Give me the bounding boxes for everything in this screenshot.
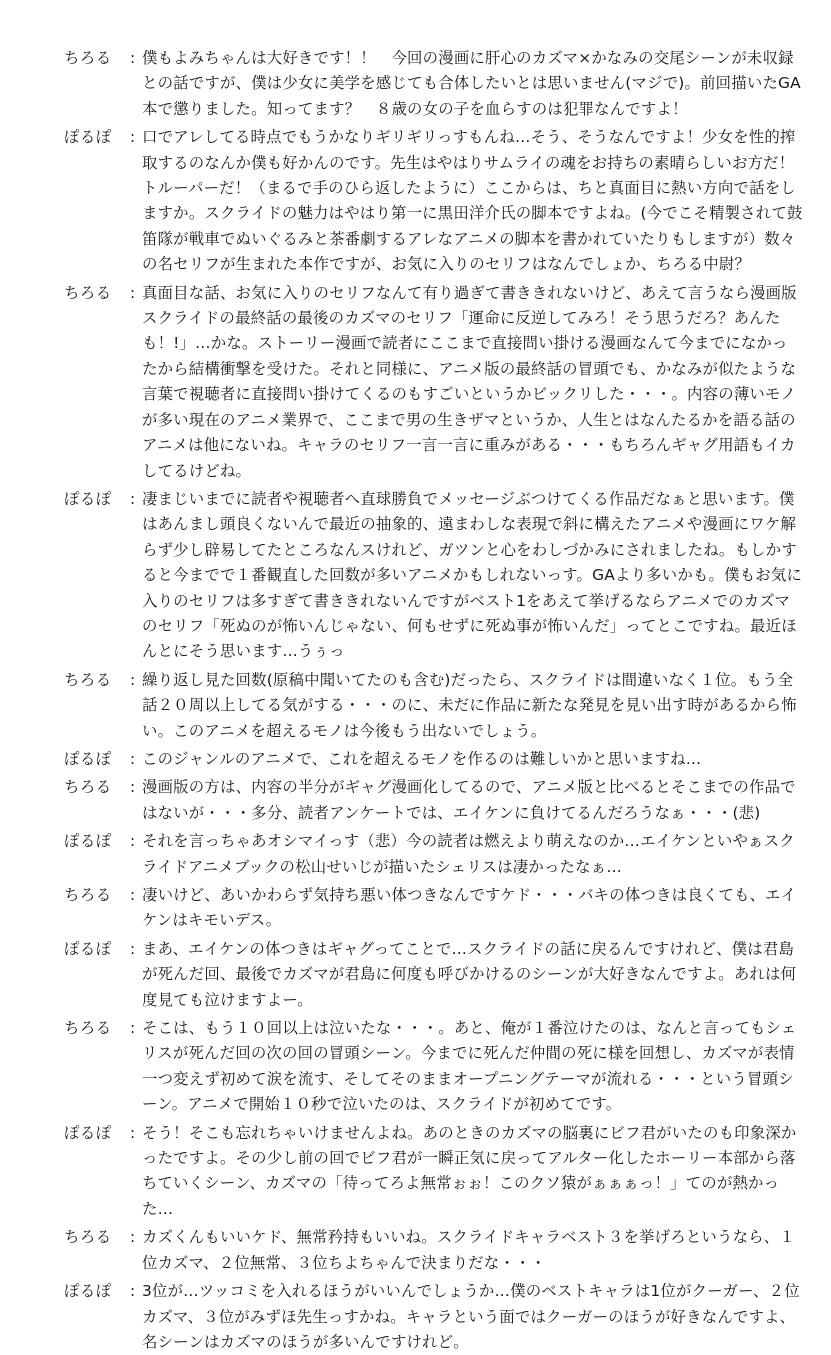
dialogue-line [64, 1121, 803, 1223]
speaker-name: ぽるぽ [64, 1123, 112, 1142]
dialogue-text: まあ、エイケンの体つきはギャグってことで…スクライドの話に戻るんですけれど、僕は君島が死んだ回、最後でカズマが君島に何度も呼びかけるのシーンが大好きなんですよ。あれは何度見ても泣けますよー。 [142, 939, 797, 1009]
speaker-name: ちろる [64, 670, 112, 689]
speaker-name: ぽるぽ [64, 1282, 112, 1301]
speaker-colon: : [130, 1282, 136, 1301]
speaker-name: ちろる [64, 49, 112, 67]
dialogue-line [64, 125, 803, 277]
dialogue-text: このジャンルのアニメで、これを超えるモノを作るのは難しいかと思いますね… [142, 749, 702, 768]
speaker-colon: : [130, 778, 136, 797]
dialogue-text: それを言っちゃあオシマイっす（悲）今の読者は燃えより萌えなのか…エイケンといやぁスクライドアニメブックの松山せいじが描いたシェリスは凄かったなぁ… [142, 832, 795, 876]
speaker-name: ちろる [64, 1228, 112, 1247]
dialogue-line [64, 281, 803, 484]
dialogue-line [64, 747, 803, 772]
speaker-colon: : [130, 1123, 136, 1142]
dialogue-line [64, 46, 803, 122]
speaker-name: ぽるぽ [64, 749, 112, 768]
speaker-name: ぽるぽ [64, 939, 112, 958]
dialogue-line [64, 487, 803, 665]
speaker-colon: : [130, 128, 136, 147]
dialogue-text: 漫画版の方は、内容の半分がギャグ漫画化してるので、アニメ版と比べるとそこまでの作品ではないが・・・多分、読者アンケートでは、エイケンに負けてるんだろうなぁ・・・(悲) [142, 778, 796, 822]
speaker-colon: : [130, 489, 136, 508]
speaker-name: ちろる [64, 1019, 112, 1038]
dialogue-text: 繰り返し見た回数(原稿中聞いてたのも含む)だったら、スクライドは間違いなく１位。もう全話２０周以上してる気がする・・・のに、未だに作品に新たな発見を見い出す時があるから怖い。このアニメを超えるモノは今後もう出ないでしょう。 [142, 670, 797, 740]
dialogue-text: そこは、もう１０回以上は泣いたな・・・。あと、俺が１番泣けたのは、なんと言ってもシェリスが死んだ回の次の回の冒頭シーン。今までに死んだ仲間の死に様を回想し、カズマが表情一つ変えず初めて涙を流す、そしてそのままオープニングテーマが流れる・・・という冒頭シーン。アニメで開始１０秒で泣いたのは、スクライドが初めてです。 [142, 1019, 797, 1114]
speaker-name: ぽるぽ [64, 128, 112, 147]
speaker-colon: : [130, 832, 136, 851]
dialogue-line [64, 937, 803, 1013]
dialogue-line [64, 1016, 803, 1118]
speaker-name: ぽるぽ [64, 489, 112, 508]
dialogue-line [64, 1225, 803, 1276]
dialogue-text: 僕もよみちゃんは大好きです！！ 今回の漫画に肝心のカズマ×かなみの交尾シーンが未収録との話ですが、僕は少女に美学を感じても合体したいとは思いません(マジで)。前回描いたGA本で懲りました。知ってます？ ８歳の女の子を血らすのは犯罪なんですよ！ [142, 49, 801, 118]
speaker-colon: : [130, 49, 136, 67]
speaker-colon: : [130, 749, 136, 768]
speaker-name: ちろる [64, 283, 112, 302]
dialogue-line [64, 1279, 803, 1355]
dialogue-text: そう！そこも忘れちゃいけませんよね。あのときのカズマの脳裏にビフ君がいたのも印象深かったですよ。その少し前の回でビフ君が一瞬正気に戻ってアルター化したホーリー本部から落ちていくシーン、カズマの「待ってろよ無常ぉぉ！このクソ猿がぁぁぁっ！」てのが熱かった… [142, 1123, 797, 1218]
dialogue-line [64, 829, 803, 880]
dialogue-text: 凄まじいまでに読者や視聴者へ直球勝負でメッセージぶつけてくる作品だなぁと思います。僕はあんまし頭良くないんで最近の抽象的、遠まわしな表現で斜に構えたアニメや漫画にワケ解らず少し辟易してたところなんスけれど、ガツンと心をわしづかみにされましたね。もしかすると今までで１番観直した回数が多いアニメかもしれないっす。GAより多いかも。僕もお気に入りのセリフは多すぎて書ききれないんですがベスト1をあえて挙げるならアニメでのカズマのセリフ「死ぬのが怖いんじゃない、何もせずに死ぬ事が怖いんだ」ってとこですね。最近ほんとにそう思います…うぅっ [142, 489, 803, 661]
dialogue-line [64, 775, 803, 826]
speaker-colon: : [130, 1019, 136, 1038]
dialogue-text: 凄いけど、あいかわらず気持ち悪い体つきなんですケド・・・バキの体つきは良くても、エイケンはキモいデス。 [142, 886, 797, 930]
speaker-name: ちろる [64, 886, 112, 904]
speaker-colon: : [130, 670, 136, 689]
dialogue-line [64, 883, 803, 934]
dialogue-text: 口でアレしてる時点でもうかなりギリギリっすもんね…そう、そうなんですよ！少女を性的搾取するのなんか僕も好かんのです。先生はやはりサムライの魂をお持ちの素晴らしいお方だ！トルーパーだ！（まるで手のひら返したように）ここからは、ちと真面目に熱い方向で話をしますか。スクライドの魅力はやはり第一に黒田洋介氏の脚本ですよね。(今でこそ精製されて鼓笛隊が戦車でぬいぐるみと茶番劇するアレなアニメの脚本を書かれていたりもしますが）数々の名セリフが生まれた本作ですが、お気に入りのセリフはなんでしょか、ちろる中尉？ [142, 128, 803, 274]
speaker-colon: : [130, 1228, 136, 1247]
speaker-colon: : [130, 886, 136, 904]
dialogue-line [64, 668, 803, 744]
dialogue-text: カズくんもいいケド、無常矜持もいいね。スクライドキャラベスト３を挙げろというなら、１位カズマ、２位無常、３位ちよちゃんで決まりだな・・・ [142, 1228, 795, 1272]
dialogue-text: 3位が…ツッコミを入れるほうがいいんでしょうか…僕のベストキャラは1位がクーガー、２位カズマ、３位がみずほ先生っすかね。キャラという面ではクーガーのほうが好きなんですよ、名シーンはカズマのほうが多いんですけれど。 [142, 1282, 800, 1351]
speaker-colon: : [130, 939, 136, 958]
dialogue-text: 真面目な話、お気に入りのセリフなんて有り過ぎて書ききれないけど、あえて言うなら漫画版スクライドの最終話の最後のカズマのセリフ「運命に反逆してみろ！そう思うだろ？あんたも！!」…かな。ストーリー漫画で読者にここまで直接問い掛ける漫画なんて今までになかったから結構衝撃を受けた。それと同様に、アニメ版の最終話の冒頭でも、かなみが似たような言葉で視聴者に直接問い掛けてくるのもすごいというかビックリした・・・。内容の薄いモノが多い現在のアニメ業界で、ここまで男の生きザマというか、人生とはなんたるかを語る話のアニメは他にないね。キャラのセリフ一言一言に重みがある・・・もちろんギャグ用語もイカしてるけどね。 [142, 283, 797, 480]
speaker-name: ぽるぽ [64, 832, 112, 851]
speaker-name: ちろる [64, 778, 112, 797]
speaker-colon: : [130, 283, 136, 302]
